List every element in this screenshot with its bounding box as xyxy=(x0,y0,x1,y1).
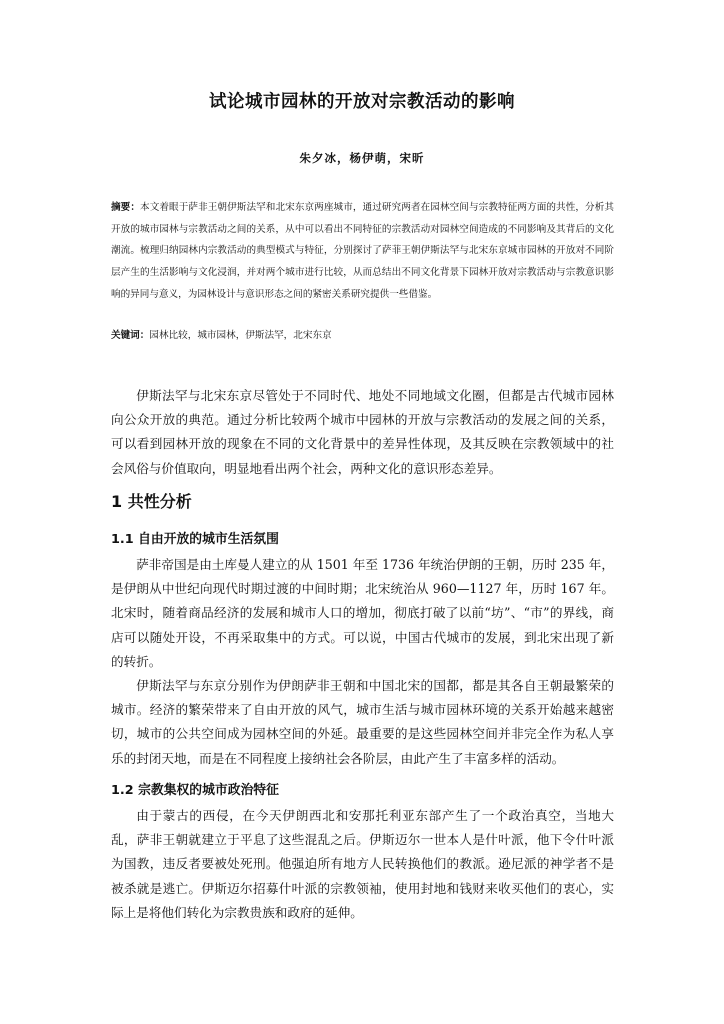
section-1-1-body xyxy=(111,553,614,771)
keywords-label: 关键词： xyxy=(111,330,150,341)
intro-paragraph: 伊斯法罕与北宋东京尽管处于不同时代、地处不同地域文化圈，但都是古代城市园林向公众开放的典范。通过分析比较两个城市中园林的开放与宗教活动的发展之间的关系，可以看到园林开放的现象在不同的文化背景中的差异性体现，及其反映在宗教领域中的社会风俗与价值取向，明显地看出两个社会，两种文化的意识形态差异。 xyxy=(111,388,614,476)
section-1-1-heading: 1.1 自由开放的城市生活氛围 xyxy=(111,532,279,547)
paragraph: 由于蒙古的西侵，在今天伊朗西北和安那托利亚东部产生了一个政治真空，当地大乱，萨非王朝就建立于平息了这些混乱之后。伊斯迈尔一世本人是什叶派，他下令什叶派为国教，违反者要被处死刑。他强迫所有地方人民转换他们的教派。逊尼派的神学者不是被杀就是逃亡。伊斯迈尔招募什叶派的宗教领袖，使用封地和钱财来收买他们的衷心，实际上是将他们转化为宗教贵族和政府的延伸。 xyxy=(111,808,614,920)
abstract xyxy=(111,197,614,306)
keywords-text: 园林比较，城市园林，伊斯法罕，北宋东京 xyxy=(149,330,332,341)
paragraph: 伊斯法罕与东京分别作为伊朗萨非王朝和中国北宋的国都，都是其各自王朝最繁荣的城市。经济的繁荣带来了自由开放的风气，城市生活与城市园林环境的关系开始越来越密切，城市的公共空间成为园林空间的外延。最重要的是这些园林空间并非完全作为私人享乐的封闭天地，而是在不同程度上接纳社会各阶层，由此产生了丰富多样的活动。 xyxy=(111,678,614,766)
authors: 朱夕冰，杨伊萌，宋昕 xyxy=(299,151,425,165)
section-1-heading: 1 共性分析 xyxy=(111,492,192,511)
section-1-2-body xyxy=(111,804,614,925)
abstract-label: 摘要： xyxy=(111,202,141,213)
paragraph: 萨非帝国是由土库曼人建立的从 1501 年至 1736 年统治伊朗的王朝，历时 235 年，是伊朗从中世纪向现代时期过渡的中间时期；北宋统治从 960—1127 年，历时 167 年。北宋时，随着商品经济的发展和城市人口的增加，彻底打破了以前“坊”、“市”的界线，商店可以随处开设，不再采取集中的方式。可以说，中国古代城市的发展，到北宋出现了新的转折。 xyxy=(111,557,614,669)
intro xyxy=(111,384,614,481)
abstract-text: 本文着眼于萨非王朝伊斯法罕和北宋东京两座城市，通过研究两者在园林空间与宗教特征两方面的共性，分析其开放的城市园林与宗教活动之间的关系，从中可以看出不同特征的宗教活动对园林空间造成的不同影响及其背后的文化潮流。梳理归纳园林内宗教活动的典型模式与特征，分别探讨了萨菲王朝伊斯法罕与北宋东京城市园林的开放对不同阶层产生的生活影响与文化浸润，并对两个城市进行比较，从而总结出不同文化背景下园林开放对宗教活动与宗教意识影响的异同与意义，为园林设计与意识形态之间的紧密关系研究提供一些借鉴。 xyxy=(111,202,615,300)
section-1-2-heading: 1.2 宗教集权的城市政治特征 xyxy=(111,783,279,798)
keywords xyxy=(111,326,614,346)
page-title: 试论城市园林的开放对宗教活动的影响 xyxy=(209,92,515,112)
